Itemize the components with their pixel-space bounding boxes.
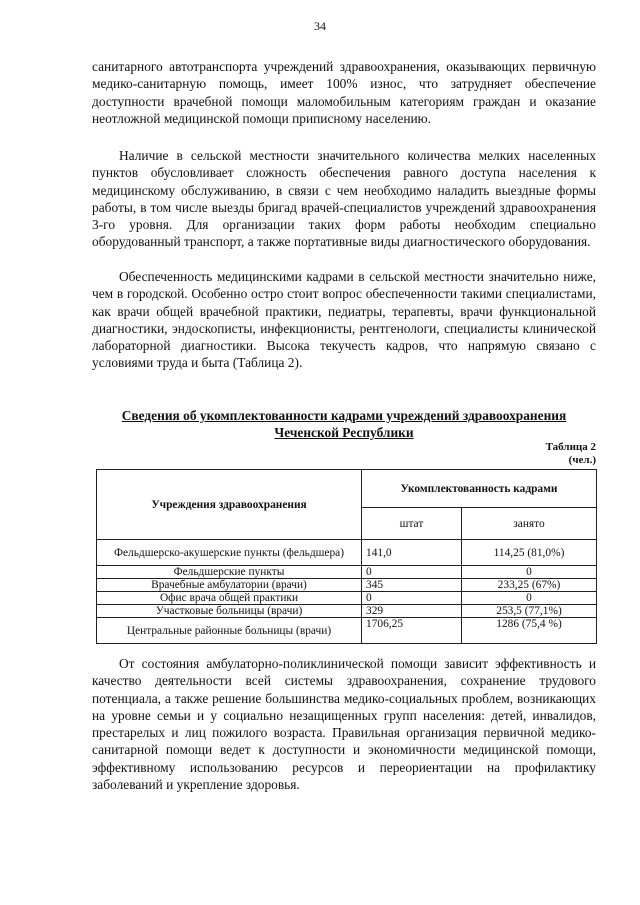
table-number: Таблица 2 [545,441,596,453]
table-title-line-2: Чеченской Республики [274,425,414,440]
row-shtat: 0 [362,566,462,579]
paragraph-4 [92,655,596,793]
paragraph-2-text: Наличие в сельской местности значительного количества мелких населенных пунктов обусловливает сложность обеспечения равного доступа населения к медицинскому обслуживанию, в связи с чем необходимо наладить выездные формы работы, в том числе выезды бригад врачей-специалистов учреждений здравоохранения 3-го уровня. Для организации таких форм работы необходим специально оборудованный транспорт, а также портативные виды диагностического оборудования. [92,148,596,250]
row-name: Фельдшерские пункты [97,566,362,579]
row-zanyato: 233,25 (67%) [462,579,597,592]
row-zanyato: 0 [462,566,597,579]
table-row [97,579,597,592]
row-shtat: 345 [362,579,462,592]
staffing-table [96,469,597,644]
row-name: Центральные районные больницы (врачи) [97,618,362,644]
row-name: Врачебные амбулатории (врачи) [97,579,362,592]
row-shtat: 1706,25 [362,618,462,644]
row-zanyato: 114,25 (81,0%) [462,540,597,566]
row-name: Участковые больницы (врачи) [97,605,362,618]
paragraph-2 [92,147,596,251]
row-shtat: 0 [362,592,462,605]
paragraph-3 [92,268,596,372]
paragraph-3-text: Обеспеченность медицинскими кадрами в сельской местности значительно ниже, чем в городской. Особенно остро стоит вопрос обеспеченности такими специалистами, как врачи общей врачебной практики, педиатры, терапевты, врачи функциональной диагностики, эндоскописты, инфекционисты, рентгенологи, специалисты клинической лабораторной диагностики. Высока текучесть кадров, что напрямую связано с условиями труда и быта (Таблица 2). [92,269,596,371]
page-number: 34 [314,19,326,33]
table-row [97,618,597,644]
header-zanyato: занято [462,508,597,540]
row-shtat: 141,0 [362,540,462,566]
table-title-line-1: Сведения об укомплектованности кадрами учреждений здравоохранения [121,408,567,423]
table-row [97,566,597,579]
row-shtat: 329 [362,605,462,618]
row-zanyato: 1286 (75,4 %) [462,618,597,644]
table-row [97,605,597,618]
table-row [97,540,597,566]
paragraph-1: санитарного автотранспорта учреждений здравоохранения, оказывающих первичную медико-санитарную помощь, имеет 100% износ, что затрудняет обеспечение доступности врачебной помощи маломобильным категориям граждан и оказание неотложной медицинской помощи приписному населению. [92,59,596,126]
table-unit: (чел.) [568,454,596,466]
header-institution: Учреждения здравоохранения [97,470,362,540]
table-caption [476,441,596,467]
header-shtat: штат [362,508,462,540]
row-zanyato: 0 [462,592,597,605]
row-name: Офис врача общей практики [97,592,362,605]
paragraph-4-text: От состояния амбулаторно-поликлинической помощи зависит эффективность и качество деятельности всей системы здравоохранения, сохранение трудового потенциала, а также решение большинства медико-социальных проблем, возникающих на уровне семьи и у социально незащищенных групп населения: детей, инвалидов, престарелых и лиц пожилого возраста. Правильная организация первичной медико-санитарной помощи ведет к доступности и экономичности медицинской помощи, эффективному использованию ресурсов и переориентации на профилактику заболеваний и укрепление здоровья. [92,656,596,793]
header-staffing: Укомплектованность кадрами [362,470,597,508]
table-title [92,407,596,441]
row-name: Фельдшерско-акушерские пункты (фельдшера) [97,540,362,566]
row-zanyato: 253,5 (77,1%) [462,605,597,618]
table-row [97,592,597,605]
